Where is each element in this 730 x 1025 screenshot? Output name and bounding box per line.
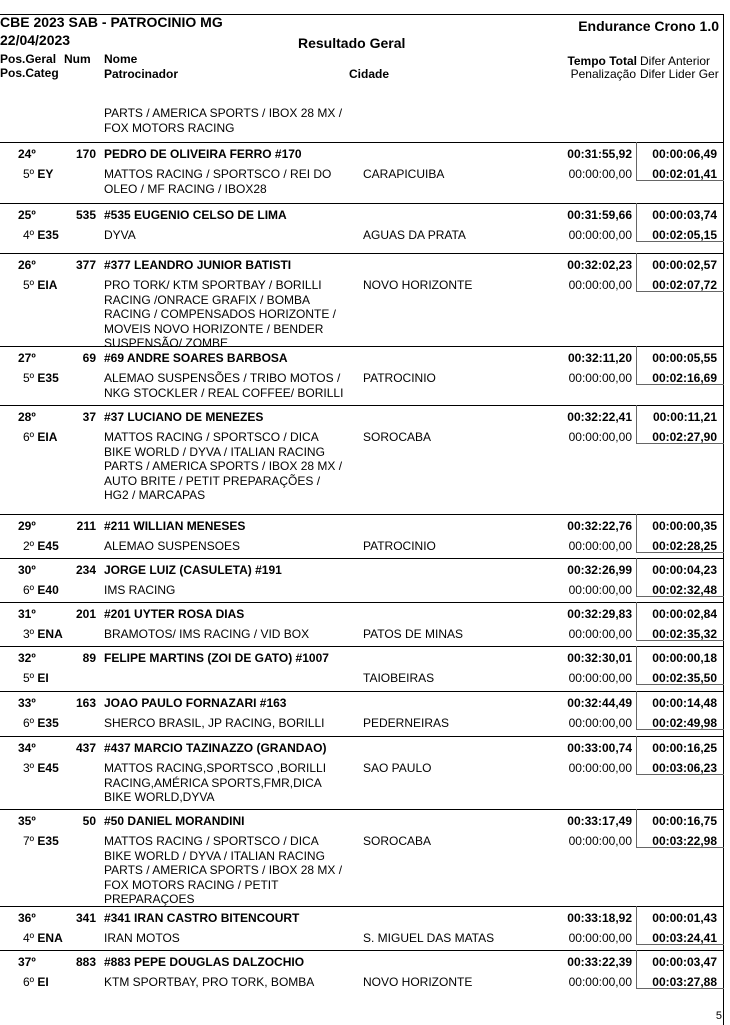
bib-number: 201 [75, 607, 96, 621]
difer-lider: 00:02:27,90 [652, 430, 717, 444]
category-pos: 4º [23, 931, 35, 945]
category-pos: 6º [23, 975, 35, 989]
row-separator [0, 514, 723, 515]
category-pos: 5º [23, 167, 35, 181]
position-geral: 29º [18, 519, 36, 533]
difer-anterior: 00:00:11,21 [652, 410, 717, 424]
penalizacao: 00:00:00,00 [568, 583, 632, 597]
difer-lider: 00:03:22,98 [652, 834, 717, 848]
bib-number: 535 [75, 208, 96, 222]
rider-name: JORGE LUIZ (CASULETA) #191 [104, 563, 282, 577]
position-geral: 35º [18, 814, 36, 828]
rider-name: #37 LUCIANO DE MENEZES [104, 410, 264, 424]
row-separator [0, 950, 723, 951]
position-geral: 36º [18, 911, 36, 925]
category-pos: 3º [23, 761, 35, 775]
category-position [23, 761, 59, 775]
rider-name: #377 LEANDRO JUNIOR BATISTI [104, 258, 292, 272]
difer-anterior: 00:00:00,35 [652, 519, 717, 533]
row-separator [0, 646, 723, 647]
difer-lider: 00:02:32,48 [652, 583, 717, 597]
difer-anterior: 00:00:16,25 [652, 741, 717, 755]
sponsor-text: ALEMAO SUSPENSÕES / TRIBO MOTOS / NKG STOCKLER / REAL COFFEE/ BORILLI [104, 371, 344, 400]
tempo-total: 00:33:00,74 [567, 741, 632, 755]
difer-lider: 00:02:49,98 [652, 716, 717, 730]
sponsor-text: MATTOS RACING,SPORTSCO ,BORILLI RACING,AMÉRICA SPORTS,FMR,DICA BIKE WORLD,DYVA [104, 761, 327, 804]
category-code: E35 [37, 371, 59, 385]
category-position [23, 931, 63, 945]
bib-number: 37 [82, 410, 96, 424]
col-pos-geral: Pos.Geral [0, 52, 57, 66]
rider-name: #50 DANIEL MORANDINI [104, 814, 245, 828]
position-geral: 27º [18, 351, 36, 365]
row-separator [0, 809, 723, 810]
sponsor-text: ALEMAO SUSPENSOES [104, 539, 241, 553]
page-number: 5 [715, 1010, 722, 1022]
category-position [23, 228, 59, 242]
rider-name: #883 PEPE DOUGLAS DALZOCHIO [104, 955, 305, 969]
category-code: EIA [37, 278, 58, 292]
difer-anterior: 00:00:03,74 [652, 208, 717, 222]
sponsor-text: KTM SPORTBAY, PRO TORK, BOMBA [104, 975, 315, 989]
city: S. MIGUEL DAS MATAS [363, 931, 495, 945]
col-pos-categ: Pos.Categ [0, 66, 59, 80]
difer-anterior: 00:00:01,43 [652, 911, 717, 925]
category-position [23, 671, 49, 685]
category-pos: 7º [23, 834, 35, 848]
city: PATROCINIO [363, 539, 436, 553]
bib-number: 341 [75, 911, 96, 925]
difer-lider: 00:03:06,23 [652, 761, 717, 775]
category-code: E40 [37, 583, 59, 597]
bib-number: 69 [82, 351, 96, 365]
carryover-sponsor: PARTS / AMERICA SPORTS / IBOX 28 MX / FOX MOTORS RACING [104, 106, 343, 135]
city: PEDERNEIRAS [363, 716, 450, 730]
category-pos: 6º [23, 430, 35, 444]
category-pos: 5º [23, 671, 35, 685]
sponsor-text: MATTOS RACING / SPORTSCO / REI DO OLEO / MF RACING / IBOX28 [104, 167, 332, 196]
difer-anterior: 00:00:00,18 [652, 651, 717, 665]
city: PATROCINIO [363, 371, 436, 385]
city: SAO PAULO [363, 761, 432, 775]
category-code: EY [37, 167, 54, 181]
rider-name: #69 ANDRE SOARES BARBOSA [104, 351, 288, 365]
row-separator [0, 346, 723, 347]
difer-lider: 00:02:01,41 [652, 167, 717, 181]
penalizacao: 00:00:00,00 [568, 278, 632, 292]
col-difer-anterior: Difer Anterior [640, 54, 711, 68]
city: NOVO HORIZONTE [363, 278, 473, 292]
report-title: Resultado Geral [298, 35, 406, 51]
position-geral: 28º [18, 410, 36, 424]
difer-anterior: 00:00:02,57 [652, 258, 717, 272]
category-position [23, 627, 63, 641]
city: CARAPICUIBA [363, 167, 445, 181]
position-geral: 33º [18, 696, 36, 710]
difer-anterior: 00:00:16,75 [652, 814, 717, 828]
tempo-total: 00:32:26,99 [567, 563, 632, 577]
software-name: Endurance Crono 1.0 [578, 18, 719, 34]
difer-lider: 00:02:35,32 [652, 627, 717, 641]
category-pos: 6º [23, 716, 35, 730]
row-separator [0, 142, 723, 143]
row-separator [0, 736, 723, 737]
rider-name: #341 IRAN CASTRO BITENCOURT [104, 911, 300, 925]
sponsor-text: MATTOS RACING / SPORTSCO / DICA BIKE WORLD / DYVA / ITALIAN RACING PARTS / AMERICA SPORTS / IBOX 28 MX / FOX MOTORS RACING / PETIT PREPARAÇOES [104, 834, 343, 906]
category-position [23, 834, 59, 848]
category-position [23, 975, 49, 989]
rider-name: PEDRO DE OLIVEIRA FERRO #170 [104, 147, 302, 161]
city: SOROCABA [363, 430, 432, 444]
category-pos: 4º [23, 228, 35, 242]
position-geral: 26º [18, 258, 36, 272]
difer-lider: 00:03:24,41 [652, 931, 717, 945]
difer-lider: 00:02:05,15 [652, 228, 717, 242]
city: AGUAS DA PRATA [363, 228, 466, 242]
tempo-total: 00:33:18,92 [567, 911, 632, 925]
sponsor-text: MATTOS RACING / SPORTSCO / DICA BIKE WORLD / DYVA / ITALIAN RACING PARTS / AMERICA SPORTS / IBOX 28 MX / AUTO BRITE / PETIT PREPARAÇÕES / HG2 / MARCAPAS [104, 430, 343, 502]
category-code: E35 [37, 716, 59, 730]
position-geral: 24º [18, 147, 36, 161]
event-title: CBE 2023 SAB - PATROCINIO MG [0, 14, 223, 30]
bib-number: 211 [76, 519, 96, 533]
bib-number: 89 [82, 651, 96, 665]
col-penalizacao: Penalização [570, 67, 636, 81]
tempo-total: 00:32:22,76 [567, 519, 632, 533]
col-num: Num [64, 52, 91, 66]
tempo-total: 00:31:59,66 [567, 208, 632, 222]
difer-anterior: 00:00:06,49 [652, 147, 717, 161]
category-code: ENA [37, 931, 63, 945]
category-code: ENA [37, 627, 63, 641]
col-difer-lider: Difer Lider Ger [640, 67, 719, 81]
rider-name: FELIPE MARTINS (ZOI DE GATO) #1007 [104, 651, 329, 665]
col-patrocinador: Patrocinador [104, 67, 179, 81]
tempo-total: 00:32:11,20 [567, 351, 632, 365]
category-pos: 2º [23, 539, 35, 553]
bib-number: 437 [75, 741, 96, 755]
category-code: E35 [37, 834, 59, 848]
difer-lider: 00:02:35,50 [652, 671, 717, 685]
rider-name: #201 UYTER ROSA DIAS [104, 607, 245, 621]
tempo-total: 00:33:17,49 [567, 814, 632, 828]
position-geral: 34º [18, 741, 36, 755]
bib-number: 377 [75, 258, 96, 272]
category-position [23, 716, 59, 730]
penalizacao: 00:00:00,00 [568, 228, 632, 242]
difer-lider: 00:02:28,25 [652, 539, 717, 553]
position-geral: 37º [18, 955, 36, 969]
category-code: E45 [37, 761, 59, 775]
rider-name: #211 WILLIAN MENESES [104, 519, 246, 533]
row-separator [0, 405, 723, 406]
col-cidade: Cidade [349, 67, 390, 81]
tempo-total: 00:31:55,92 [567, 147, 632, 161]
sponsor-text: PRO TORK/ KTM SPORTBAY / BORILLI RACING /ONRACE GRAFIX / BOMBA RACING / COMPENSADOS HORIZONTE / MOVEIS NOVO HORIZONTE / BENDER SUSPENSÃO/ ZOMBE [104, 278, 337, 350]
category-code: EIA [37, 430, 58, 444]
tempo-total: 00:32:44,49 [567, 696, 632, 710]
category-position [23, 583, 59, 597]
sponsor-text: SHERCO BRASIL, JP RACING, BORILLI [104, 716, 325, 730]
category-pos: 5º [23, 371, 35, 385]
category-code: E45 [37, 539, 59, 553]
penalizacao: 00:00:00,00 [568, 167, 632, 181]
city: PATOS DE MINAS [363, 627, 464, 641]
row-separator [0, 602, 723, 603]
rider-name: #535 EUGENIO CELSO DE LIMA [104, 208, 287, 222]
tempo-total: 00:32:29,83 [567, 607, 632, 621]
category-position [23, 167, 53, 181]
position-geral: 30º [18, 563, 36, 577]
category-pos: 3º [23, 627, 35, 641]
penalizacao: 00:00:00,00 [568, 430, 632, 444]
city: NOVO HORIZONTE [363, 975, 473, 989]
category-pos: 6º [23, 583, 35, 597]
event-date: 22/04/2023 [0, 32, 71, 48]
city: TAIOBEIRAS [363, 671, 435, 685]
bib-number: 170 [75, 147, 96, 161]
penalizacao: 00:00:00,00 [568, 671, 632, 685]
difer-anterior: 00:00:05,55 [652, 351, 717, 365]
position-geral: 32º [18, 651, 36, 665]
col-nome: Nome [104, 52, 138, 66]
rider-name: #437 MARCIO TAZINAZZO (GRANDAO) [104, 741, 327, 755]
bib-number: 883 [75, 955, 96, 969]
row-separator [0, 253, 723, 254]
rider-name: JOAO PAULO FORNAZARI #163 [104, 696, 287, 710]
difer-anterior: 00:00:04,23 [652, 563, 717, 577]
position-geral: 25º [18, 208, 36, 222]
sponsor-text: IMS RACING [104, 583, 176, 597]
category-code: EI [37, 671, 49, 685]
penalizacao: 00:00:00,00 [568, 975, 632, 989]
category-pos: 5º [23, 278, 35, 292]
sponsor-text: IRAN MOTOS [104, 931, 180, 945]
row-separator [0, 203, 723, 204]
penalizacao: 00:00:00,00 [568, 761, 632, 775]
penalizacao: 00:00:00,00 [568, 716, 632, 730]
tempo-total: 00:32:22,41 [567, 410, 632, 424]
category-position [23, 278, 57, 292]
category-position [23, 371, 59, 385]
city: SOROCABA [363, 834, 432, 848]
sponsor-text: BRAMOTOS/ IMS RACING / VID BOX [104, 627, 310, 641]
bib-number: 234 [75, 563, 96, 577]
sponsor-text: DYVA [104, 228, 136, 242]
tempo-total: 00:33:22,39 [567, 955, 632, 969]
penalizacao: 00:00:00,00 [568, 931, 632, 945]
difer-anterior: 00:00:02,84 [652, 607, 717, 621]
row-separator [0, 691, 723, 692]
position-geral: 31º [18, 607, 36, 621]
category-code: EI [37, 975, 49, 989]
difer-lider: 00:03:27,88 [652, 975, 717, 989]
category-position [23, 539, 59, 553]
difer-anterior: 00:00:14,48 [652, 696, 717, 710]
difer-anterior: 00:00:03,47 [652, 955, 717, 969]
row-separator [0, 906, 723, 907]
category-position [23, 430, 57, 444]
penalizacao: 00:00:00,00 [568, 371, 632, 385]
tempo-total: 00:32:02,23 [567, 258, 632, 272]
penalizacao: 00:00:00,00 [568, 834, 632, 848]
bib-number: 50 [82, 814, 96, 828]
tempo-total: 00:32:30,01 [567, 651, 632, 665]
penalizacao: 00:00:00,00 [568, 627, 632, 641]
difer-lider: 00:02:07,72 [652, 278, 717, 292]
col-tempo-total: Tempo Total [567, 54, 637, 68]
category-code: E35 [37, 228, 59, 242]
penalizacao: 00:00:00,00 [568, 539, 632, 553]
bib-number: 163 [75, 696, 96, 710]
row-separator [0, 558, 723, 559]
difer-lider: 00:02:16,69 [652, 371, 717, 385]
